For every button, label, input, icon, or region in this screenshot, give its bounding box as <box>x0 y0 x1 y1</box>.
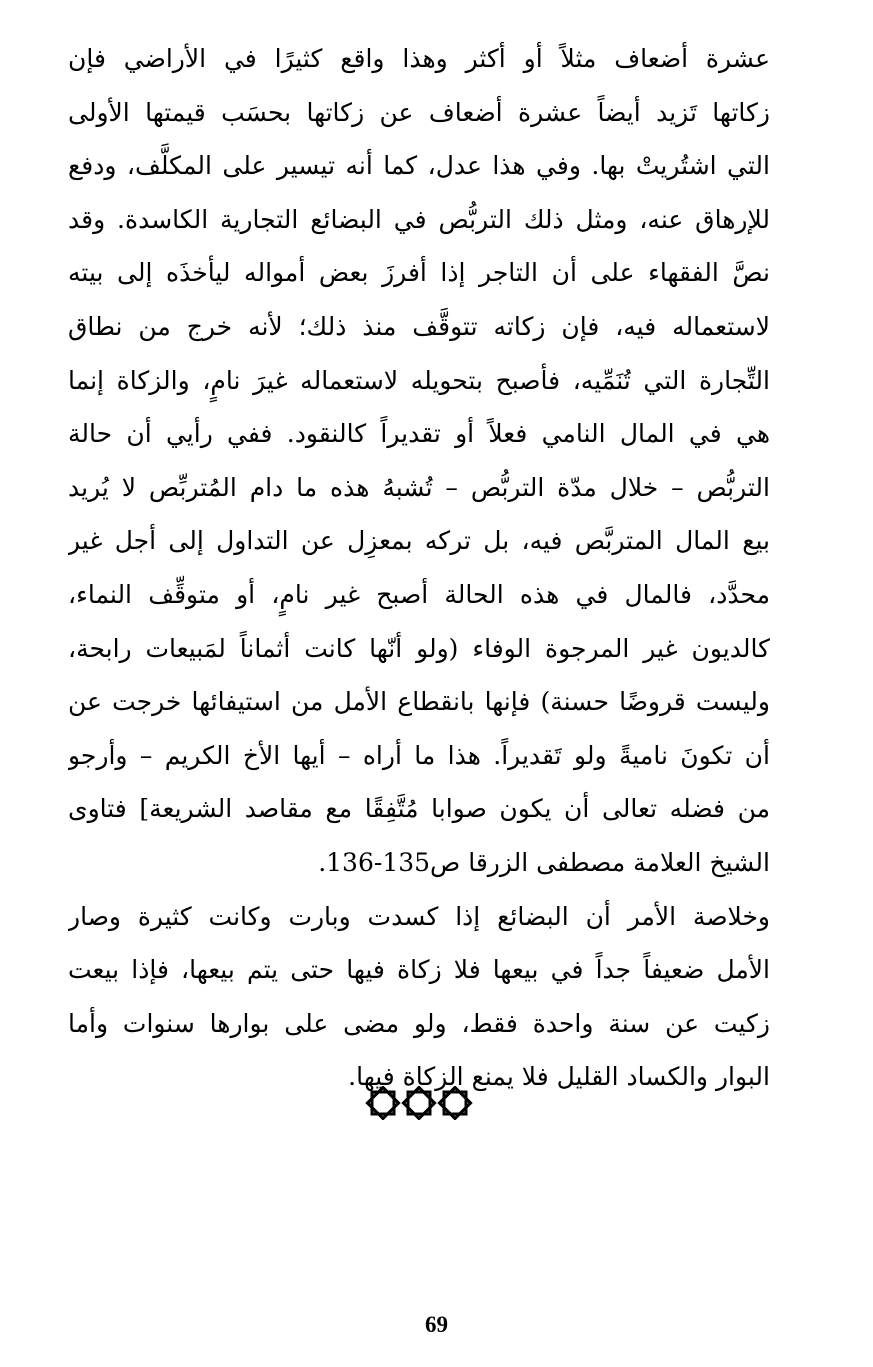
star-ornament-icon <box>403 1087 434 1118</box>
text-line: محدَّد، فالمال في هذه الحالة أصبح غير نامٍ، أو متوقِّف النماء، <box>68 579 770 609</box>
text-line: من فضله تعالى أن يكون صوابا مُتَّفِقًا مع مقاصد الشريعة] فتاوى <box>68 794 770 824</box>
text-line: زكيت عن سنة واحدة فقط، ولو مضى على بوارها سنوات وأما <box>68 1008 770 1038</box>
text-line: التِّجارة التي تُنَمِّيه، فأصبح بتحويله لاستعماله غيرَ نامٍ، والزكاة إنما <box>68 365 770 395</box>
text-line: أن تكونَ ناميةً ولو تَقديراً. هذا ما أراه – أيها الأخ الكريم – وأرجو <box>68 740 770 770</box>
text-line: هي في المال النامي فعلاً أو تقديراً كالنقود. ففي رأيي أن حالة <box>68 419 770 449</box>
text-line: التربُّص – خلال مدّة التربُّص – تُشبهُ هذه ما دام المُتربِّص لا يُريد <box>68 472 770 502</box>
text-line: الأمل ضعيفاً جداً في بيعها فلا زكاة فيها حتى يتم بيعها، فإذا بيعت <box>68 955 770 985</box>
star-ornament-icon <box>367 1087 398 1118</box>
page-number: 69 <box>425 1312 448 1337</box>
text-line: وخلاصة الأمر أن البضائع إذا كسدت وبارت وكانت كثيرة وصار <box>68 901 770 931</box>
text-line: نصَّ الفقهاء على أن التاجر إذا أفرزَ بعض أمواله ليأخذَه إلى بيته <box>68 258 770 288</box>
paragraph-1 <box>68 32 770 890</box>
text-line: للإرهاق عنه، ومثل ذلك التربُّص في البضائع التجارية الكاسدة. وقد <box>68 204 770 234</box>
text-line: لاستعماله فيه، فإن زكاته تتوقَّف منذ ذلك؛ لأنه خرج من نطاق <box>68 311 770 341</box>
text-line: زكاتها تَزيد أيضاً عشرة أضعاف عن زكاتها بحسَب قيمتها الأولى <box>68 97 770 127</box>
text-line: بيع المال المتربَّص فيه، بل تركه بمعزِل عن التداول إلى أجل غير <box>68 526 770 556</box>
text-line: الشيخ العلامة مصطفى الزرقا ص135-136. <box>318 847 770 877</box>
three-star-ornament-icon <box>365 1086 473 1120</box>
main-text <box>68 32 770 1104</box>
text-line: كالديون غير المرجوة الوفاء (ولو أنّها كانت أثماناً لمَبيعات رابحة، <box>68 633 770 663</box>
star-ornament-icon <box>439 1087 470 1118</box>
text-line: وليست قروضًا حسنة) فإنها بانقطاع الأمل من استيفائها خرجت عن <box>68 687 770 717</box>
paragraph-2 <box>68 890 770 1104</box>
text-line: التي اشتُريتْ بها. وفي هذا عدل، كما أنه تيسير على المكلَّف، ودفع <box>68 151 770 181</box>
text-line: البوار والكساد القليل فلا يمنع الزكاة فيها. <box>348 1062 770 1092</box>
text-line: عشرة أضعاف مثلاً أو أكثر وهذا واقع كثيرًا في الأراضي فإن <box>68 44 770 73</box>
